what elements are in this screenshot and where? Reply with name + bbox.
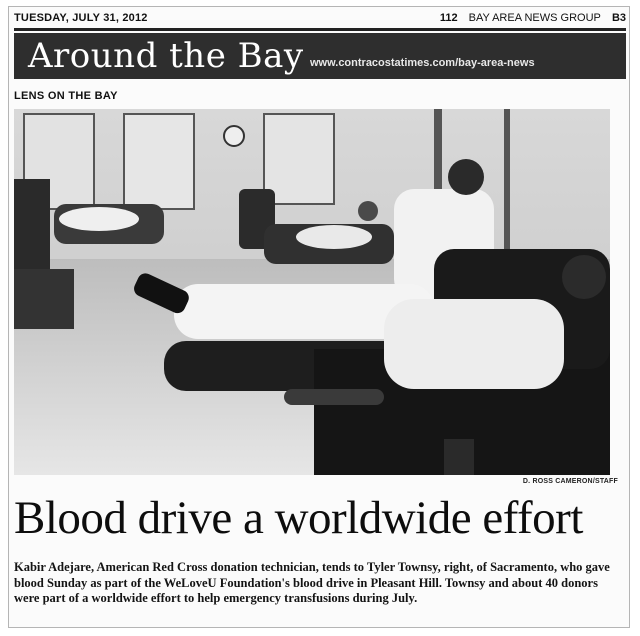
section-banner	[14, 33, 626, 79]
blood-drive-photo-illustration	[14, 109, 610, 475]
section-title: Around the Bay	[28, 36, 304, 76]
photo-caption: Kabir Adejare, American Red Cross donation technician, tends to Tyler Townsy, right, of Sacramento, who gave blood Sunday as part of the WeLoveU Foundation's blood drive in Pleasant Hill. Townsy and about 40 donors were part of a worldwide effort to help emergency transfusions during July.	[14, 560, 610, 605]
kicker: LENS ON THE BAY	[14, 90, 118, 102]
news-photo	[14, 109, 610, 475]
page-number: 112	[439, 12, 458, 24]
page-code: B3	[611, 12, 626, 24]
dateline	[14, 12, 626, 28]
section-name: BAY AREA NEWS GROUP	[468, 12, 601, 24]
page-info	[432, 12, 626, 24]
photo-credit: D. ROSS CAMERON/STAFF	[522, 478, 618, 485]
header-rule	[14, 28, 626, 31]
issue-date: TUESDAY, JULY 31, 2012	[14, 12, 148, 24]
headline: Blood drive a worldwide effort	[14, 492, 583, 544]
section-url: www.contracostatimes.com/bay-area-news	[310, 57, 535, 69]
